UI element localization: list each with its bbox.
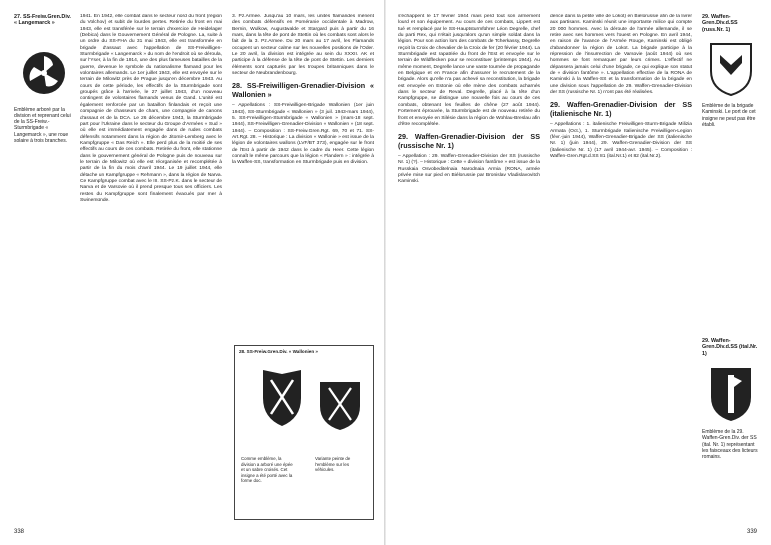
margin-caption: Emblème arboré par la division et reprenant celui de la SS-Freiw.-Sturmbrigade « Langemarck », une roue solaire à trois branches. (14, 106, 71, 144)
body-text: 1941. En 1942, elle combat dans le secteur nord du front (région du Volchov) et subit de lourdes pertes. Retirée du front en mai 1943, elle est transférée sur le terrain d'exercice de Heidelager (Debica) dans le Gouvernement Général de Pologne. La, suite à un ordre du SS-FHA du 31 mai 1943, elle est transformée en brigade d'assaut avec l'appellation de SS-Freiwilligen-Sturmbrigade « Langemarck » du nom de l'endroit où se déroula, sur l'Yser, à la fin de 1914, une des plus fameuses batailles de la guerre, devenue le symbole du nationalisme flamand pour les volontaires allemands. Le 1er juillet 1943, elle est envoyée sur le terrain de Milowitz près de Prague jusqu'en décembre 1943. Au cours de cette période, les effectifs de la Sturmbrigade sont groupés grâce à l'arrivée, le 27 juillet 1943, d'un nouveau contingent de volontaires flamands venus de Gand. L'unité est également renforcée par un bataillon finlandais et reçoit une compagnie de chasseurs de chars, une compagnie de canons d'assaut et de la DCA. Le 26 décembre 1943, la Sturmbrigade part pour l'Ukraine dans le secteur du Groupe d'Armées « Sud » où elle est immédiatement engagée dans de rudes combats défensifs notamment dans la région de Jitomir-Lemberg avec le Kampfgruppe « Das Reich ». Elle perd plus de la moitié de ses effectifs au cours de ces combats. Retirée du front, elle stationne dans le gouvernement général de Pologne puis de nouveau sur le terrain de Milowitz où elle est réorganisée et recomplétée à partir de la fin du mois d'avril 1944. Le 19 juillet 1944, elle détache un Kampfgruppe « Rehmann », dans la région de Narva. Ce Kampfgruppe combat avec le III. SS-Pz.K. dans le secteur de Narva et de Varsovie où il prend presque tous ses officiers. Les restes du Kampfgruppe sont finalement évacués par mer à Swinemünde. (80, 14, 222, 203)
crossed-swords-emblem-icon (257, 362, 307, 432)
right-column-1 (398, 14, 540, 529)
body-text: s'échappent le 17 février 1944 mais perd tout son armement lourd et son équipement. Au cours de ces combats, Lippert est tué et remplacé par le SS-Hauptsturmführer Léon Degrelle, chef du parti Rex, qui n'était jusqu'alors qu'un simple soldat dans la légion. Pour son action lors des combats de Tcherkassy, Degrelle reçoit la Croix de chevalier de la Croix de fer (20 février 1944). La Sturmbrigade est rapatriée du front de l'Est et envoyée sur le terrain de Wildflecken pour se reconstituer (printemps 1944). Au même moment, Degrelle lance une vaste tournée de propagande en Belgique et en France afin d'assurer le recrutement de la brigade. Alors qu'elle n'a pas achevé sa reconstitution, la brigade est envoyée en Estonie où elle mène des combats acharnés dans le secteur de Reval. Degrelle, placé à la tête d'un Kampfgruppe, se distingue une nouvelle fois au cours de ces combats, obtenant les feuilles de chêne (27 août 1944). Fortement éprouvée, la Sturmbrigade est de nouveau retirée du front et envoyée en Silésie dans la région de Wohlau-Breslau afin d'être recomplétée. (398, 14, 540, 127)
page-number: 338 (14, 529, 25, 535)
body-text: 3. Pz.Armee. Jusqu'au 10 mars, les unités flamandes mènent des combats défensifs en Poméranie occidentale à Madrow, Bernin, Wulkow, Augustwalde et Stargard puis à partir du 16 mars, dans la tête de pont de Stettin où les combats sont alors le fait de la 3. Pz.Armee. Du 20 mars au 17 avril, les Flamands occupent un secteur calme sur les nouvelles positions de l'Oder. Le 20 avril, la division est intégrée au sein du XXXII. AK et participe à la défense de la tête de pont de Stettin. Les derniers éléments sont capturés par les troupes britanniques dans le secteur de Neubrandenbourg. (232, 14, 374, 77)
right-margin-column (702, 14, 760, 460)
section-heading: 29. Waffen-Grenadier-Division der SS (russische Nr. 1) (398, 132, 540, 150)
right-column-2 (550, 14, 692, 529)
margin-caption-italian: Emblème de la 29. Waffen-Gren.Div. der SS (ital. Nr. 1) représentant les faisceaux des licteurs romains. (702, 429, 758, 461)
left-column-1 (80, 14, 222, 529)
vehicle-emblem-icon (315, 372, 365, 432)
insignia-figure (234, 345, 374, 520)
page-number: 339 (746, 529, 757, 535)
figure-caption-1: Comme emblème, la division a arboré une épée et un sabre croisés. Cet insigne a été porté avec la forme doc. (241, 456, 293, 484)
section-heading: 29. Waffen-Grenadier-Division der SS (italienische Nr. 1) (550, 100, 692, 118)
left-margin-column (14, 14, 74, 144)
left-column-2 (232, 14, 374, 336)
margin-title-russian: 29. Waffen-Gren.Div.d.SS (russ.Nr. 1) (702, 14, 738, 33)
body-text: – Appellations : SS-Freiwilligen-Brigade Wallonien (1er juin 1943), SS-Sturmbrigade « Wallonien » (3 juil. 1943-mars 1944), 5. SS-Freiwilligen-Sturmbrigade « Wallonien » (mars-18 sept. 1944), SS-Freiwilligen-Grenadier-Division « Wallonien » (18 sept. 1944). – Composition : SS-Freiw.Gren.Rgt. 69, 70 et 71. SS-Art.Rgt. 28. – Historique : La division « Wallonie » est issue de la légion de volontaires wallons (LVF/BT 373), engagée sur le front de l'Est à partir de 1942 dans le cadre du Heer. Cette légion connaît le même parcours que la légion « Flandern » : intégrée à la Waffen-SS, transformation en Sturmbrigade puis en division. (232, 103, 374, 166)
body-text: – Appellations : 1. italienische Freiwilligen-Sturm-Brigade Milizia Armata (Oct.), 1. Sturmbrigade Italienische Freiwilligen-Legion (févr.-juin 1944), Waffen-Grenadier-Brigade der SS (italienische Nr. 1) (juin 1944), 29. Waffen-Grenadier-Division der SS (italienische Nr. 1) (17 avril 1944-avr. 1945). – Composition : Waffen-Gren.Rgt.d.SS 81 (ital.Nr.1) et 82 (ital.Nr.2). (550, 122, 692, 159)
margin-title-italian: 29. Waffen-Gren.Div.d.SS (ital.Nr. 1) (702, 338, 758, 357)
fasces-emblem-icon (708, 365, 754, 423)
margin-caption-russian: Emblème de la brigade Kaminski. Le port de cet insigne ne peut pas être établi. (702, 103, 756, 128)
figure-caption-2: Variante peinte de l'emblème sur les véhicules. (315, 456, 351, 473)
body-text: dence dans la petite ville de Lokot) en Biélorussie afin de la livrer aux partisans. Kaminski réunit une importante milice qui compte 20 000 hommes. Avec la déroute de l'armée allemande, il se retire avec ses hommes vers l'ouest en Pologne. En avril 1944, en raison de l'avance de l'Armée Rouge, Kaminski est obligé d'abandonner la région de Lokot. La brigade participe à la répression de l'insurrection de Varsovie (août 1944) où ses hommes se font remarquer par leurs crimes. L'effectif ne dépassera jamais celui d'une brigade, ce qui explique son statut de « division fantôme ». L'appellation effective de la RONA de Kaminski à la Waffen-SS et la transformation de la brigade en une division sous l'appellation de 29. Waffen-Grenadier-Division der SS (russische Nr. 1) n'ont pas été réalisées. (550, 14, 692, 96)
body-text: – Appellation : 29. Waffen-Grenadier-Division der SS (russische Nr. 1) (?). – Historique : Cette « division fantôme » est issue de la Russkaia Osvobeditelnaia Narodnaia Armia (RONA, armée privée mise sur pied en Biélorussie par Bronislav Vladislavovitch Kaminski. (398, 154, 540, 185)
right-page (386, 0, 771, 545)
left-page (0, 0, 385, 545)
figure-title: 28. SS-Freiw.Gren.Div. « Wallonien » (239, 349, 318, 354)
kaminski-emblem-icon (708, 41, 754, 97)
section-heading: 28. SS-Freiwilligen-Grenadier-Division « Wallonien » (232, 81, 374, 99)
triskelion-icon (20, 49, 68, 97)
margin-title: 27. SS-Freiw.Gren.Div. « Langemarck » (14, 14, 71, 27)
